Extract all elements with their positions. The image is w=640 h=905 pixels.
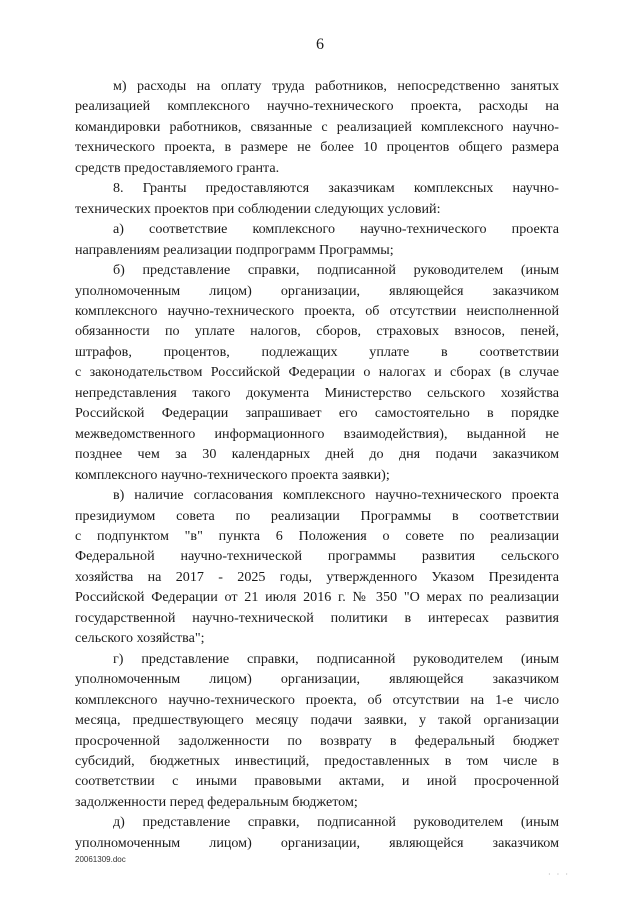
page-number: 6 (316, 36, 324, 53)
file-name-footer: 20061309.doc (75, 855, 126, 864)
text-line: д) представление справки, подписанной руководителем (иным (113, 814, 559, 831)
text-line: уполномоченным лицом) организации, являющейся заказчиком (75, 671, 559, 688)
scan-speck: · · · (548, 870, 570, 879)
body-text (75, 76, 559, 853)
text-line: уполномоченным лицом) организации, являющейся заказчиком (75, 282, 559, 299)
text-line: комплексного научно-технического проекта, об отсутствии неисполненной (75, 302, 559, 319)
text-line: технического проекта, в размере не более 10 процентов общего размера (75, 139, 559, 156)
text-line: а) соответствие комплексного научно-технического проекта (113, 221, 559, 238)
text-line: Российской Федерации запрашивает его самостоятельно в порядке (75, 405, 559, 422)
text-line: м) расходы на оплату труда работников, непосредственно занятых (113, 78, 559, 94)
text-line: г) представление справки, подписанной руководителем (иным (113, 650, 559, 667)
text-line: с законодательством Российской Федерации о налогах и сборах (в случае (75, 364, 559, 381)
text-line: Российской Федерации от 21 июля 2016 г. № 350 "О мерах по реализации (75, 589, 559, 606)
text-line: средств предоставляемого гранта. (75, 159, 280, 176)
text-line: задолженности перед федеральным бюджетом; (75, 793, 358, 810)
text-line: субсидий, бюджетных инвестиций, предоставленных в том числе в (75, 752, 559, 769)
text-line: 8. Гранты предоставляются заказчикам комплексных научно- (113, 180, 559, 197)
text-line: командировки работников, связанные с реализацией комплексного научно- (75, 118, 559, 135)
text-line: уполномоченным лицом) организации, являющейся заказчиком (75, 834, 559, 851)
text-line: реализацией комплексного научно-технического проекта, расходы на (75, 98, 559, 115)
text-line: штрафов, процентов, подлежащих уплате в соответствии (75, 343, 559, 360)
text-line: обязанности по уплате налогов, сборов, страховых взносов, пеней, (75, 323, 559, 340)
text-line: направлениям реализации подпрограмм Программы; (75, 241, 394, 258)
text-line: с подпунктом "в" пункта 6 Положения о совете по реализации (75, 527, 559, 544)
text-line: Федеральной научно-технической программы развития сельского (75, 548, 559, 565)
text-line: б) представление справки, подписанной руководителем (иным (113, 262, 559, 279)
text-line: непредставления такого документа Министерство сельского хозяйства (75, 384, 559, 401)
text-line: месяца, предшествующего месяцу подачи заявки, у такой организации (75, 712, 559, 729)
text-line: просроченной задолженности по возврату в федеральный бюджет (75, 732, 559, 749)
text-line: президиумом совета по реализации Программы в соответствии (75, 507, 559, 524)
text-line: позднее чем за 30 календарных дней до дня подачи заказчиком (75, 446, 559, 463)
text-line: технических проектов при соблюдении следующих условий: (75, 200, 441, 217)
text-line: государственной научно-технической политики в интересах развития (75, 609, 559, 626)
text-line: комплексного научно-технического проекта заявки); (75, 466, 390, 483)
text-line: межведомственного информационного взаимодействия), выданной не (75, 425, 559, 442)
text-line: соответствии с иными правовыми актами, и иной просроченной (75, 773, 559, 790)
text-line: сельского хозяйства"; (75, 630, 205, 647)
text-line: хозяйства на 2017 - 2025 годы, утвержденного Указом Президента (75, 568, 559, 585)
text-line: в) наличие согласования комплексного научно-технического проекта (113, 487, 559, 504)
text-line: комплексного научно-технического проекта, об отсутствии на 1-е число (75, 691, 559, 708)
